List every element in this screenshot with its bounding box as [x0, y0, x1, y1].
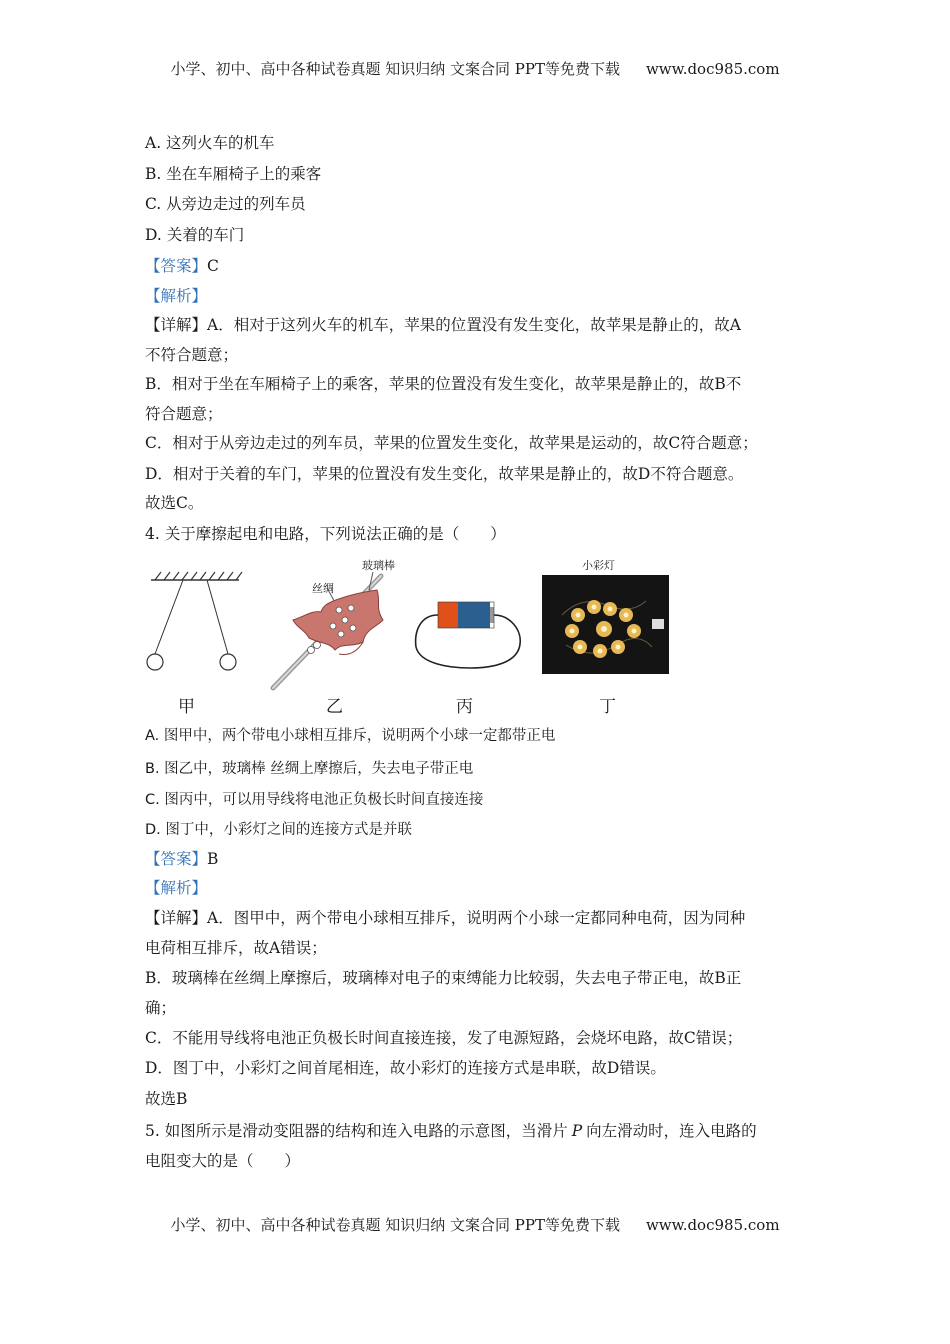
- ball-right: [220, 654, 236, 670]
- q5-stem-text: 5. 如图所示是滑动变阻器的结构和连入电路的示意图，当滑片: [145, 1122, 568, 1140]
- q3-detail-line: C．相对于从旁边走过的列车员，苹果的位置发生变化，故苹果是运动的，故C符合题意；: [145, 434, 758, 452]
- page-footer: [0, 1214, 950, 1235]
- q4-answer: [145, 849, 218, 869]
- q3-answer: [145, 256, 219, 276]
- figure-bing-battery: [410, 592, 525, 672]
- q4-detail-line: D．图丁中，小彩灯之间首尾相连，故小彩灯的连接方式是串联，故D错误。: [145, 1059, 666, 1077]
- q4-answer-value: B: [207, 850, 219, 868]
- q3-detail-line: 故选C。: [145, 494, 204, 512]
- ball-left: [147, 654, 163, 670]
- q5-stem-line1: [145, 1121, 757, 1141]
- q3-detail-line: 不符合题意；: [145, 346, 239, 364]
- footer-text: 小学、初中、高中各种试卷真题 知识归纳 文案合同 PPT等免费下载: [170, 1216, 620, 1234]
- q4-detail-line: 故选B: [145, 1090, 188, 1108]
- q3-detail-line: D．相对于关着的车门，苹果的位置没有发生变化，故苹果是静止的，故D不符合题意。: [145, 465, 744, 483]
- q3-answer-value: C: [207, 257, 219, 275]
- q3-option-b: B. 坐在车厢椅子上的乘客: [145, 165, 322, 183]
- q4-detail-line: C．不能用导线将电池正负极长时间直接连接，发了电源短路，会烧坏电路，故C错误；: [145, 1029, 743, 1047]
- caption-yi: 乙: [326, 697, 343, 717]
- footer-site: www.doc985.com: [645, 1216, 780, 1234]
- caption-ding: 丁: [599, 697, 616, 717]
- battery-negative: [458, 602, 490, 628]
- q4-option-b: B. 图乙中，玻璃棒 丝绸上摩擦后，失去电子带正电: [145, 761, 474, 777]
- q4-detail-line: 【详解】A．图甲中，两个带电小球相互排斥，说明两个小球一定都同种电荷，因为同种: [145, 909, 746, 927]
- q3-option-d: D. 关着的车门: [145, 226, 245, 244]
- q3-option-c: C. 从旁边走过的列车员: [145, 195, 306, 213]
- q4-detail-line: 电荷相互排斥，故A错误；: [145, 939, 327, 957]
- label-rod: 玻璃棒: [362, 559, 395, 572]
- q4-analysis-tag: 【解析】: [145, 879, 208, 897]
- q4-option-a: A. 图甲中，两个带电小球相互排斥，说明两个小球一定都带正电: [145, 728, 556, 744]
- q4-detail-line: 确；: [145, 999, 177, 1017]
- q3-answer-tag: 【答案】: [145, 257, 208, 275]
- caption-jia: 甲: [178, 697, 195, 717]
- label-lights: 小彩灯: [582, 559, 615, 572]
- header-text: 小学、初中、高中各种试卷真题 知识归纳 文案合同 PPT等免费下载: [170, 60, 620, 78]
- q3-analysis-tag: 【解析】: [145, 287, 208, 305]
- q4-answer-tag: 【答案】: [145, 850, 208, 868]
- q4-option-d: D. 图丁中，小彩灯之间的连接方式是并联: [145, 822, 412, 838]
- figure-yi-rod-silk: [265, 568, 405, 693]
- caption-bing: 丙: [456, 697, 473, 717]
- q5-slider-p: P: [571, 1122, 583, 1140]
- q3-detail-line: B．相对于坐在车厢椅子上的乘客，苹果的位置没有发生变化，故苹果是静止的，故B不: [145, 375, 742, 393]
- q3-detail-line: 【详解】A．相对于这列火车的机车，苹果的位置没有发生变化，故苹果是静止的，故A: [145, 316, 741, 334]
- q4-detail-line: B．玻璃棒在丝绸上摩擦后，玻璃棒对电子的束缚能力比较弱，失去电子带正电，故B正: [145, 969, 742, 987]
- q3-detail-line: 符合题意；: [145, 405, 223, 423]
- battery-positive: [438, 602, 458, 628]
- q4-stem: 4. 关于摩擦起电和电路，下列说法正确的是（ ）: [145, 525, 506, 543]
- figure-jia-pendulum: [145, 570, 245, 680]
- q5-stem-text-end: 向左滑动时，连入电路的: [586, 1122, 757, 1140]
- q5-stem-line2: 电阻变大的是（ ）: [145, 1152, 301, 1170]
- header-site: www.doc985.com: [645, 60, 780, 78]
- q4-option-c: C. 图丙中，可以用导线将电池正负极长时间直接连接: [145, 792, 484, 808]
- page-header: [0, 58, 950, 79]
- label-silk: 丝绸: [312, 582, 334, 595]
- figure-ding-lights: [542, 575, 669, 674]
- q3-option-a: A. 这列火车的机车: [145, 134, 275, 152]
